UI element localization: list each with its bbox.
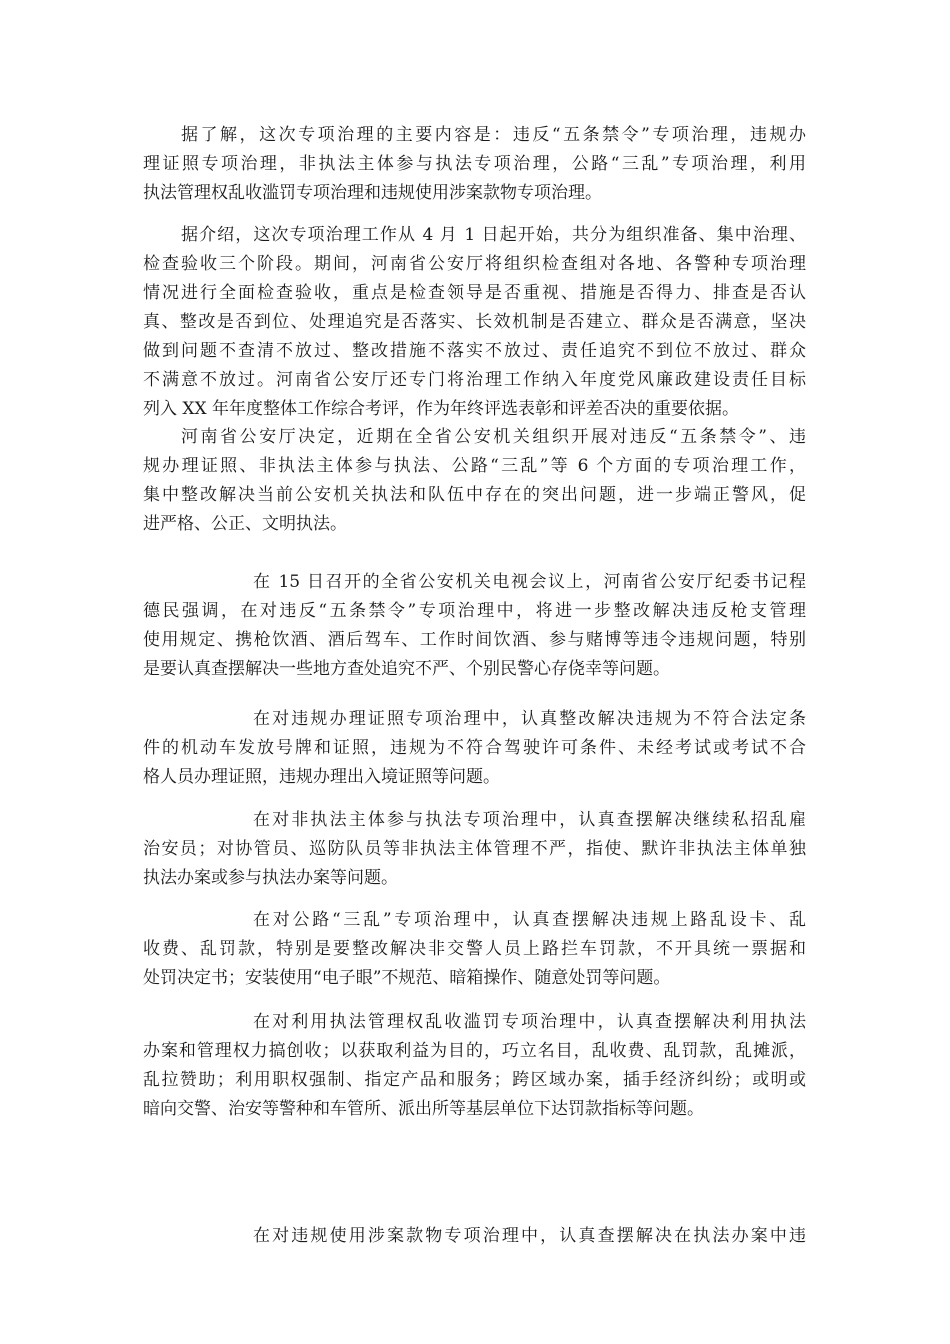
text-line: 乱拉赞助；利用职权强制、指定产品和服务；跨区域办案，插手经济纠纷；或明或 [143,1070,806,1090]
text-line: 收费、乱罚款，特别是要整改解决非交警人员上路拦车罚款，不开具统一票据和 [143,939,806,959]
text-line: 不满意不放过。河南省公安厅还专门将治理工作纳入年度党风廉政建设责任目标 [143,370,806,390]
text-line: 在对公路“三乱”专项治理中，认真查摆解决违规上路乱设卡、乱 [253,910,806,930]
paragraph-meeting [143,568,806,684]
text-line: 格人员办理证照，违规办理出入境证照等问题。 [143,767,500,787]
text-line: 在对非执法主体参与执法专项治理中，认真查摆解决继续私招乱雇 [253,810,806,830]
paragraph-highway [143,906,806,993]
paragraph-licenses [143,705,806,792]
paragraph-decision [143,423,806,539]
text-line: 据介绍，这次专项治理工作从 4 月 1 日起开始，共分为组织准备、集中治理、 [181,225,806,245]
paragraph-scope [143,121,806,208]
paragraph-fines [143,1008,806,1124]
text-line: 据了解，这次专项治理的主要内容是：违反“五条禁令”专项治理，违规办 [181,125,806,145]
text-line: 执法办案或参与执法办案等问题。 [143,868,398,888]
text-line: 处罚决定书；安装使用“电子眼”不规范、暗箱操作、随意处罚等问题。 [143,968,671,988]
text-line: 做到问题不查清不放过、整改措施不落实不放过、责任追究不到位不放过、群众 [143,341,806,361]
paragraph-non-enforcement [143,806,806,893]
text-line: 暗向交警、治安等警种和车管所、派出所等基层单位下达罚款指标等问题。 [143,1099,704,1119]
text-line: 办案和管理权力搞创收；以获取利益为目的，巧立名目，乱收费、乱罚款，乱摊派， [143,1041,806,1061]
text-line: 规办理证照、非执法主体参与执法、公路“三乱”等 6 个方面的专项治理工作， [143,456,806,476]
text-line: 件的机动车发放号牌和证照，违规为不符合驾驶许可条件、未经考试或考试不合 [143,738,806,758]
text-line: 列入 XX 年年度整体工作综合考评，作为年终评选表彰和评差否决的重要依据。 [143,399,740,419]
text-line: 真、整改是否到位、处理追究是否落实、长效机制是否建立、群众是否满意，坚决 [143,312,806,332]
text-line: 治安员；对协管员、巡防队员等非执法主体管理不严，指使、默许非执法主体单独 [143,839,806,859]
paragraph-stages [143,221,806,424]
text-line: 在对违规办理证照专项治理中，认真整改解决违规为不符合法定条 [253,709,806,729]
text-line: 理证照专项治理，非执法主体参与执法专项治理，公路“三乱”专项治理，利用 [143,154,806,174]
text-line: 是要认真查摆解决一些地方查处追究不严、个别民警心存侥幸等问题。 [143,659,670,679]
text-line: 进严格、公正、文明执法。 [143,514,347,534]
text-line: 在对违规使用涉案款物专项治理中，认真查摆解决在执法办案中违 [253,1226,806,1246]
text-line: 使用规定、携枪饮酒、酒后驾车、工作时间饮酒、参与赌博等违令违规问题，特别 [143,630,806,650]
text-line: 执法管理权乱收滥罚专项治理和违规使用涉案款物专项治理。 [143,183,602,203]
text-line: 德民强调，在对违反“五条禁令”专项治理中，将进一步整改解决违反枪支管理 [143,601,806,621]
text-line: 河南省公安厅决定，近期在全省公安机关组织开展对违反“五条禁令”、违 [181,427,806,447]
text-line: 检查验收三个阶段。期间，河南省公安厅将组织检查组对各地、各警种专项治理 [143,254,806,274]
text-line: 集中整改解决当前公安机关执法和队伍中存在的突出问题，进一步端正警风，促 [143,485,806,505]
text-line: 在 15 日召开的全省公安机关电视会议上，河南省公安厅纪委书记程 [253,572,806,592]
text-line: 在对利用执法管理权乱收滥罚专项治理中，认真查摆解决利用执法 [253,1012,806,1032]
paragraph-funds [143,1222,806,1251]
text-line: 情况进行全面检查验收，重点是检查领导是否重视、措施是否得力、排查是否认 [143,283,806,303]
